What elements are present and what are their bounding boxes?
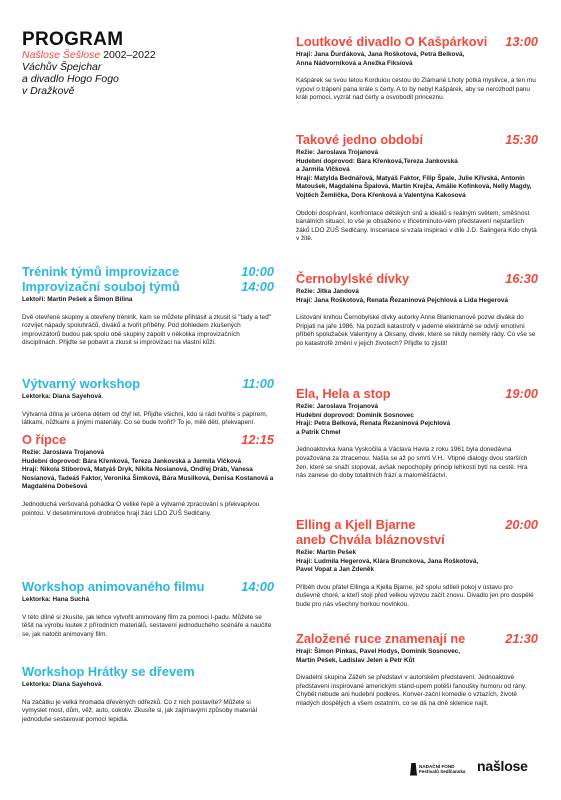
- credit-line: Hrají: Matylda Bednářová, Matyáš Faktor, Filip Špale, Julie Křivská, Antonín Matoušek, Magdaléna Špalová, Martin Krejča, Amálie Kofínková, Nelly Magdy, Vojtěch Žemlička, Dora Křenková a Valentýna Kakosová: [296, 174, 532, 199]
- event-time: 15:30: [505, 132, 538, 147]
- credit-line: Pavel Vopat a Jan Zdeněk: [296, 566, 375, 574]
- event-time: 21:30: [505, 631, 538, 646]
- credit-line: Hrají: Jana Ďurďáková, Jana Roškotová, Petra Belková,: [296, 51, 465, 58]
- event-title: Takové jedno období: [296, 132, 424, 147]
- event-header: [296, 271, 538, 286]
- credit-line: Lektoři: Martin Pešek a Šimon Bilina: [22, 296, 133, 303]
- event-title-line-2: aneb Chvála bláznovství: [296, 532, 445, 547]
- event-description: Období dospívání, konfrontace dětských snů a ideálů s reálným světem, směšnost banálních situací, to vše je obsaženo v třicetiminuto-vém představení nejstarších žáků LDO ZUŠ Sedlčany. Inscenace si vzala inspiraci v díle J.D. Salingera Kdo chytá v žitě.: [296, 209, 537, 243]
- event-credits: [22, 393, 274, 402]
- venue-line-1: Váchův Špejchar: [22, 61, 102, 73]
- festival-years: 2002–2022: [103, 49, 156, 61]
- festival-name-text: Našlose Šešlose: [22, 49, 101, 61]
- program-header: [22, 30, 262, 97]
- program-title: PROGRAM: [22, 29, 124, 50]
- credit-line: Režie: Martin Pešek: [296, 549, 357, 556]
- event-time: 16:30: [505, 271, 538, 286]
- credit-line: Lektorka: Diana Sayehová: [22, 681, 102, 688]
- event-trenink: [22, 264, 274, 348]
- event-kasparek: [296, 34, 538, 103]
- event-time: 19:00: [505, 386, 538, 401]
- event-credits: [296, 288, 538, 305]
- event-header: [22, 579, 274, 594]
- event-header: [22, 376, 274, 391]
- event-time: 14:00: [241, 579, 274, 594]
- event-takove-obdobi: [296, 132, 538, 244]
- event-header: [22, 264, 274, 279]
- credit-line: Režie: Jaroslava Trojanová: [22, 449, 105, 456]
- event-o-ripce: [22, 432, 274, 518]
- event-title: Workshop Hrátky se dřevem: [22, 664, 195, 679]
- event-hratky: [22, 664, 274, 724]
- event-vytvarny: [22, 376, 274, 428]
- event-header: [296, 34, 538, 49]
- event-credits: [22, 296, 274, 305]
- event-description: Kašpárek se svou tetou Kordulou cestou do Zlámané Lhoty potká myslivce, a ten mu vypoví o trápení pana krále s čerty. A to by nebyl Kašpárek, aby se nerozhodl panu králi pomoci, vyzrát nad čerty a osvobodit princeznu.: [296, 77, 536, 102]
- event-description: Listování knihou Černobylské dívky autorky Anne Blankmanové pozve diváka do Pripjati na jaře 1986. Na pozadí katastrofy v jaderné elektrárně se odvíjí emotivní příběh spolužaček Valentýny a Oksany, dívek, které se nikdy neměly rády. Co vše se po katastrofě změní v jejich životech? Přijďte to zjistit!: [296, 314, 536, 347]
- venue-line-2: a divadlo Hogo Fogo: [22, 73, 119, 85]
- credit-line: Anna Nádvorníková a Anežka Fiksíová: [296, 59, 413, 67]
- event-credits: [22, 596, 274, 605]
- event-title: Trénink týmů improvizace: [22, 264, 180, 279]
- naslose-logo: našlose: [477, 758, 528, 774]
- venue-line-3: v Dražkově: [22, 85, 75, 97]
- event-title: Workshop animovaného filmu: [22, 579, 205, 594]
- nadacni-fond-line-1: NADAČNÍ FOND: [419, 763, 455, 769]
- credit-line: Režie: Jaroslava Trojanová: [296, 149, 379, 156]
- event-title: Ela, Hela a stop: [296, 386, 391, 401]
- event-description: Na začátku je velká hromada dřevěných odřezků. Co z nich postavíte? Můžete si vymyslet most, dům, věž, auto, cokoliv. Zkusíte si, jak zajímavými způsoby materiál jednoduše sestavovat pomocí lepidla.: [22, 698, 257, 723]
- credit-line: Hrají: Nikola Stiborová, Matyáš Dryk, Nikita Nosianová, Ondřej Dráb, Vanesa Nosianová, Tadeáš Faktor, Veronika Šimková, Bára Musilková, Denisa Kostanová a Magdaléna Dobešová: [22, 466, 274, 491]
- event-title: O řípce: [22, 432, 67, 447]
- event-description: Jednoduchá veršovaná pohádka O veliké řepě a výtvarné zpracování s překvapivou pointou. V desetiminutové drobničce hrají žáci LDO ZUŠ Sedlčany.: [22, 500, 260, 517]
- event-description: Jednoaktovka Ivana Vyskočila a Václava Havla z roku 1961 byla donedávna považována za ztracenou. Našla se až po smrti V.H.. Vtipné dialogy dvou starších žen, které se snaží stopovat, avšak nepochopily princip lehkosti bytí na cestě. Hra nás zanese do doby totalitních frází a maloměšťáctví.: [296, 446, 528, 480]
- credit-line: a Patrik Chmel: [296, 428, 341, 436]
- event-time-2: 14:00: [241, 279, 274, 294]
- event-title: Loutkové divadlo O Kašpárkovi: [296, 34, 488, 49]
- event-header-2: [22, 279, 274, 294]
- event-credits: [22, 449, 274, 492]
- event-time: 12:15: [241, 432, 274, 447]
- event-description: Divadelní skupina Zážeh se představí v autorském představení. Jednoaktové představení inspirované americkým stand-upem potěší fanoušky humoru od rány. Chybět nebude ani hudební podkres. Konver-zační komedie o vztazích, životě mladých dospělých a všem ostatním, co se dá na dně sklenice najít.: [296, 674, 527, 707]
- event-time: 10:00: [241, 264, 274, 279]
- event-description: Příběh dvou přátel Ellinga a Kjella Bjarne, jež spolu sdíleli pokoj v ústavu pro duševně choré, a kteří stojí před velkou výzvou začít znovu. Divadlo jen pro dospělé bude pro nás všechny horkou novinkou.: [296, 583, 534, 608]
- event-title-2: Improvizační souboj týmů: [22, 279, 180, 294]
- nadacni-fond-line-2: Festivalů Sedlčanska: [419, 769, 466, 774]
- event-credits: [296, 648, 538, 665]
- credit-line: Režie: Jitka Jandová: [296, 288, 359, 295]
- credit-line: Režie: Jaroslava Trojanová: [296, 403, 379, 410]
- credit-line: Hudební doprovod: Dominik Sosnovec: [296, 411, 414, 419]
- credit-line: Hudební doprovod: Bára Křenková, Tereza Jankovská a Jarmila Vlčková: [22, 457, 242, 465]
- event-header: [22, 664, 274, 679]
- festival-name: [22, 49, 262, 61]
- event-ela-hela: [296, 386, 538, 481]
- credit-line: Lektorka: Hana Suchá: [22, 596, 90, 603]
- event-credits: [22, 681, 274, 690]
- event-header: [296, 386, 538, 401]
- credit-line: Lektorka: Diana Sayehová: [22, 393, 102, 400]
- nadacni-fond-text: [419, 764, 465, 775]
- credit-line: Hrají: Šimon Pinkas, Pavel Hodys, Dominik Sosnovec,: [296, 648, 461, 655]
- event-time: 13:00: [505, 34, 538, 49]
- event-description: Výtvarná dílna je určena dětem od čtyř let. Přijďte všichni, kdo si rádi tvoříte s papírem, látkami, nůžkami a jinými materiály. Co se bude tvořit? To je, milé děti, překvapení.: [22, 410, 268, 427]
- event-description: Dvě otevřené skupiny a otevřený trénink, kam se můžete přihlásit a zkusit si "tady a teď" rozvíjet nápady spoluhráčů, diváků a tvořit příběhy. Pod dohledem zkušených improvizátorů budou pak spolu obě skupiny zápolit v několika improvizačních disciplínách. Přijďte se pobavit a zkusit si improvizaci na vlastní kůži.: [22, 313, 272, 347]
- credit-line: Hrají: Petra Belková, Renata Řezaninová Pejchlová: [296, 420, 451, 428]
- event-time: 11:00: [242, 376, 274, 391]
- credit-line: a Jarmila Vlčková: [296, 166, 350, 174]
- event-title: Založené ruce znamenají ne: [296, 631, 466, 646]
- event-credits: [296, 149, 538, 201]
- event-cernobylske: [296, 271, 538, 349]
- event-credits: [296, 51, 538, 68]
- event-title: Černobylské dívky: [296, 271, 410, 286]
- event-description: V této dílně si zkusíte, jak lehce vytvořit animovaný film za pomoci I-padu. Můžete se těšit na výrobu loutek z přírodních materiálů, sestavení jednoduchého scénáře a naučíte se, jak natočit animovaný film.: [22, 613, 272, 638]
- event-header: [296, 517, 538, 532]
- event-credits: [296, 549, 538, 575]
- event-animovany: [22, 579, 274, 639]
- credit-line: Martin Pešek, Ladislav Jelen a Petr Kůt: [296, 656, 415, 664]
- event-time: 20:00: [505, 517, 538, 532]
- event-header: [296, 631, 538, 646]
- credit-line: Hudební doprovod: Bára Křenková,Tereza Jankovská: [296, 157, 458, 165]
- credit-line: Hrají: Jana Roškotová, Renata Řezaninová Pejchlová a Lída Hegerová: [296, 296, 509, 304]
- event-elling: [296, 517, 538, 610]
- event-credits: [296, 403, 538, 437]
- nadacni-fond-mark-icon: [410, 763, 417, 776]
- event-header: [296, 132, 538, 147]
- event-header: [22, 432, 274, 447]
- nadacni-fond-logo: [410, 758, 470, 780]
- event-title: Výtvarný workshop: [22, 376, 141, 391]
- event-zalozene-ruce: [296, 631, 538, 709]
- event-title: Elling a Kjell Bjarne: [296, 517, 416, 532]
- credit-line: Hrají: Ludmila Hegerová, Klára Brunckova, Jana Roškotová,: [296, 557, 479, 565]
